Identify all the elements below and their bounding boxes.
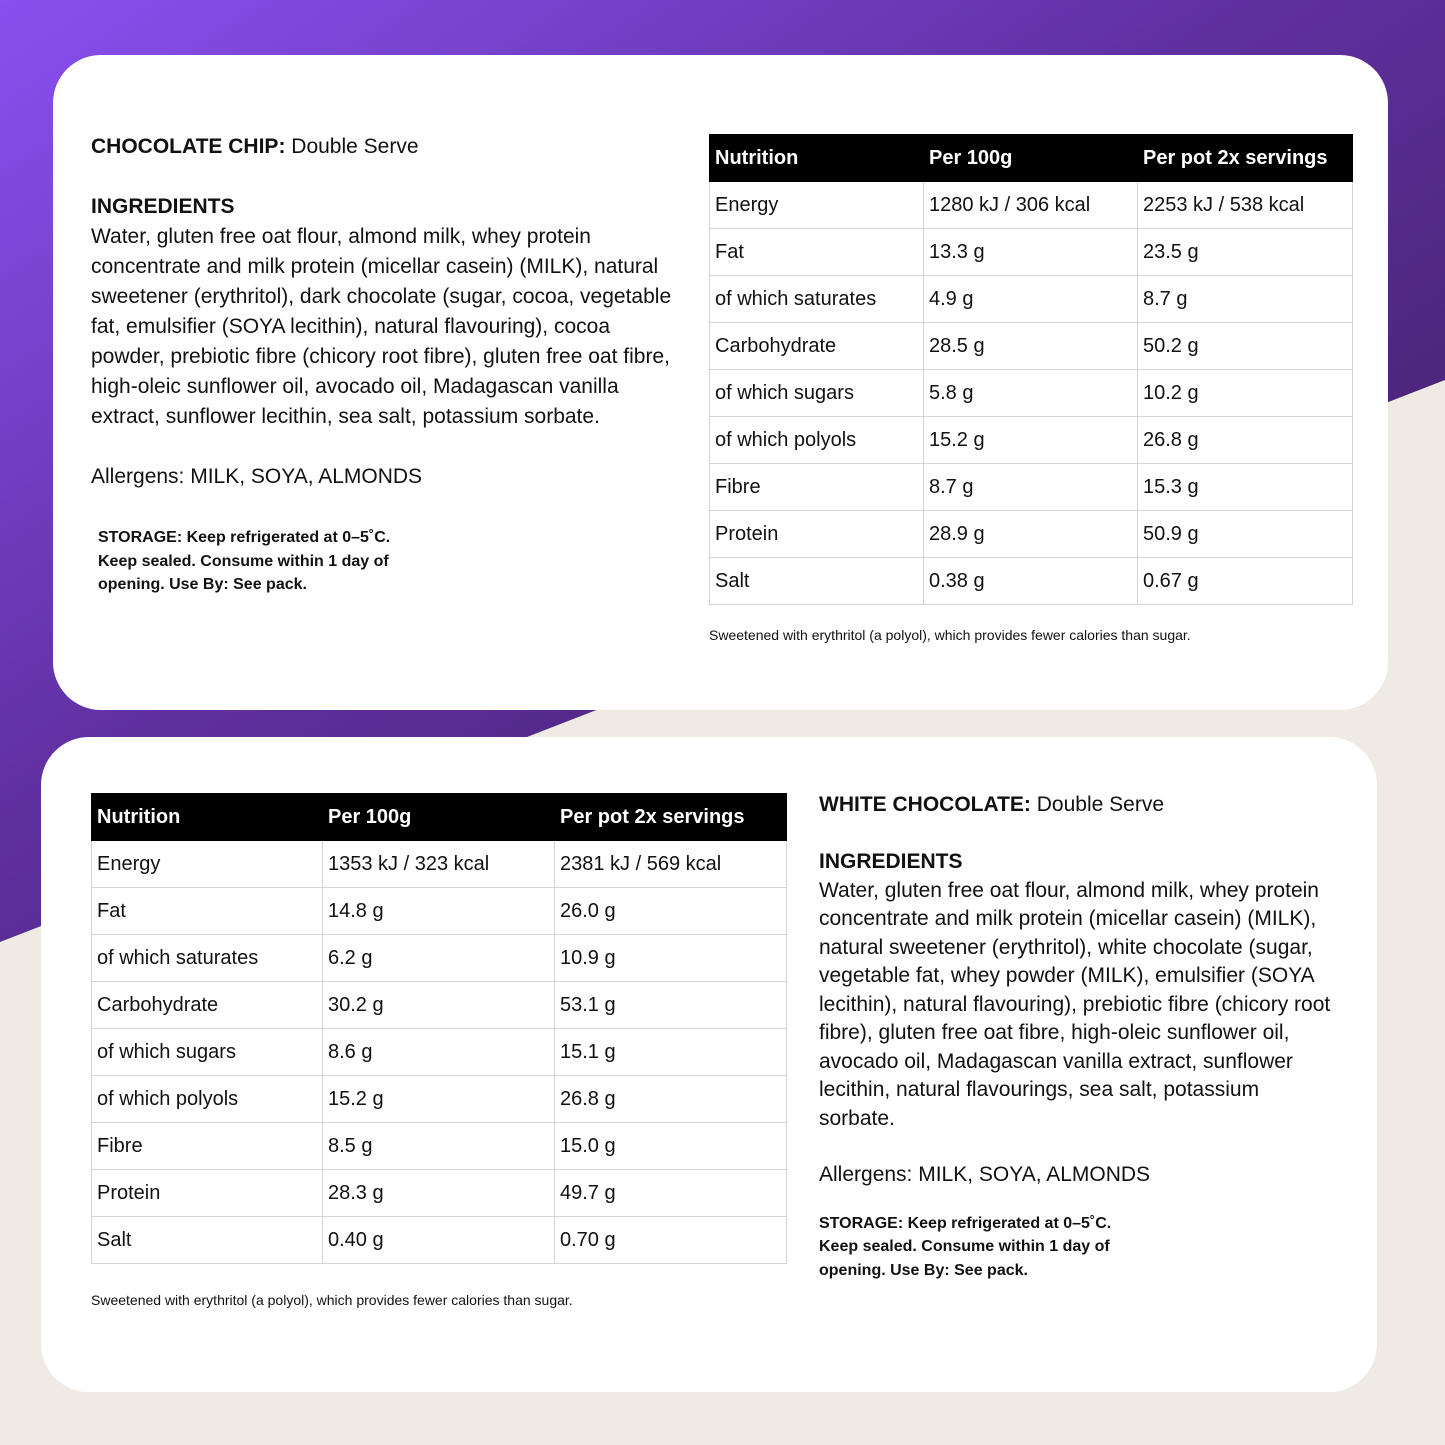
- table-row: Fat 14.8 g 26.0 g: [92, 888, 787, 935]
- allergens-text: Allergens: MILK, SOYA, ALMONDS: [91, 465, 423, 488]
- chocolate-chip-info: [91, 132, 691, 597]
- table-row: Energy 1280 kJ / 306 kcal 2253 kJ / 538 kcal: [710, 182, 1353, 229]
- header-per-pot: Per pot 2x servings: [1138, 135, 1353, 182]
- product-title: WHITE CHOCOLATE: Double Serve: [819, 793, 1164, 816]
- table-row: Carbohydrate 28.5 g 50.2 g: [710, 323, 1353, 370]
- table-row: Energy 1353 kJ / 323 kcal 2381 kJ / 569 kcal: [92, 841, 787, 888]
- storage-info: STORAGE: Keep refrigerated at 0–5˚C. Keep sealed. Consume within 1 day of opening. Use By: See pack.: [98, 529, 391, 593]
- white-chocolate-info: [819, 791, 1339, 1282]
- table-row: of which sugars 5.8 g 10.2 g: [710, 370, 1353, 417]
- product-title: CHOCOLATE CHIP: Double Serve: [91, 135, 419, 158]
- ingredients-text: Water, gluten free oat flour, almond milk, whey protein concentrate and milk protein (micellar casein) (MILK), natural sweetener (erythritol), dark chocolate (sugar, cocoa, vegetable fat, emulsifier (SOYA lecithin), natural flavouring), cocoa powder, prebiotic fibre (chicory root fibre), gluten free oat fibre, high-oleic sunflower oil, avocado oil, Madagascan vanilla extract, sunflower lecithin, sea salt, potassium sorbate.: [91, 225, 672, 428]
- table-row: Fibre 8.5 g 15.0 g: [92, 1123, 787, 1170]
- sweetener-footnote: Sweetened with erythritol (a polyol), which provides fewer calories than sugar.: [709, 627, 1191, 643]
- table-row: of which polyols 15.2 g 26.8 g: [92, 1076, 787, 1123]
- ingredients-title: INGREDIENTS: [91, 195, 235, 218]
- table-row: of which saturates 6.2 g 10.9 g: [92, 935, 787, 982]
- table-row: Salt 0.40 g 0.70 g: [92, 1217, 787, 1264]
- table-header-row: [92, 794, 787, 841]
- ingredients-title: INGREDIENTS: [819, 850, 963, 873]
- ingredients-text: Water, gluten free oat flour, almond milk, whey protein concentrate and milk protein (micellar casein) (MILK), natural sweetener (erythritol), white chocolate (sugar, vegetable fat, whey powder (MILK), emulsifier (SOYA lecithin), natural flavouring), prebiotic fibre (chicory root fibre), gluten free oat fibre, high-oleic sunflower oil, avocado oil, Madagascan vanilla extract, sunflower lecithin, natural flavourings, sea salt, potassium sorbate.: [819, 878, 1331, 1130]
- header-per-100g: Per 100g: [323, 794, 555, 841]
- nutrition-table: [709, 134, 1353, 605]
- allergens-text: Allergens: MILK, SOYA, ALMONDS: [819, 1163, 1151, 1186]
- header-per-pot: Per pot 2x servings: [555, 794, 787, 841]
- table-row: Fat 13.3 g 23.5 g: [710, 229, 1353, 276]
- header-nutrition: Nutrition: [92, 794, 323, 841]
- table-row: Fibre 8.7 g 15.3 g: [710, 464, 1353, 511]
- table-row: Salt 0.38 g 0.67 g: [710, 558, 1353, 605]
- table-row: Carbohydrate 30.2 g 53.1 g: [92, 982, 787, 1029]
- table-header-row: [710, 135, 1353, 182]
- sweetener-footnote: Sweetened with erythritol (a polyol), which provides fewer calories than sugar.: [91, 1292, 573, 1308]
- table-row: Protein 28.3 g 49.7 g: [92, 1170, 787, 1217]
- table-row: of which saturates 4.9 g 8.7 g: [710, 276, 1353, 323]
- table-row: of which sugars 8.6 g 15.1 g: [92, 1029, 787, 1076]
- header-nutrition: Nutrition: [710, 135, 924, 182]
- chocolate-chip-card: [53, 55, 1388, 710]
- table-row: Protein 28.9 g 50.9 g: [710, 511, 1353, 558]
- header-per-100g: Per 100g: [924, 135, 1138, 182]
- white-chocolate-card: [41, 737, 1377, 1392]
- storage-info: STORAGE: Keep refrigerated at 0–5˚C. Keep sealed. Consume within 1 day of opening. Use By: See pack.: [819, 1214, 1112, 1279]
- table-row: of which polyols 15.2 g 26.8 g: [710, 417, 1353, 464]
- nutrition-table: [91, 793, 787, 1264]
